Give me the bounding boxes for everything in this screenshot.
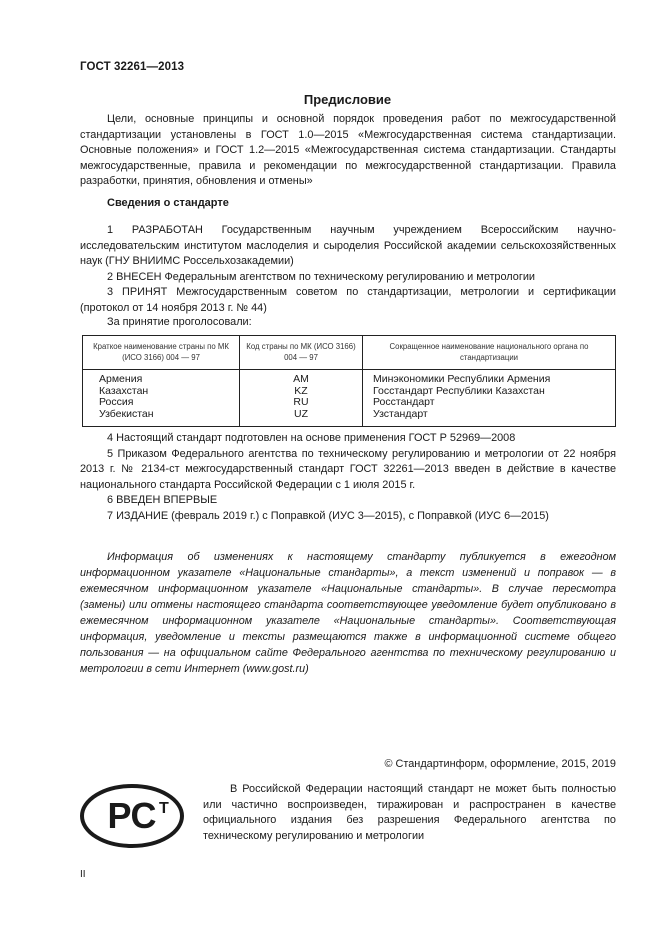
cell-body: Узстандарт <box>363 409 616 427</box>
svg-text:Т: Т <box>159 800 169 817</box>
logo-lettering: РС <box>107 795 157 836</box>
note-item-6: 6 ВВЕДЕН ВПЕРВЫЕ <box>107 494 218 507</box>
cell-code: UZ <box>240 409 363 427</box>
changes-info <box>80 549 616 677</box>
cell-country: Армения <box>83 370 240 386</box>
header-standards-body: Сокращенное наименование национального органа по стандартизации <box>363 336 616 370</box>
document-code: ГОСТ 32261—2013 <box>80 61 185 73</box>
cell-country: Россия <box>83 397 240 409</box>
intro-paragraph <box>80 112 616 190</box>
page-number: II <box>80 869 86 880</box>
cell-body: Росстандарт <box>363 397 616 409</box>
table-row <box>83 386 616 398</box>
cell-body: Минэкономики Республики Армения <box>363 370 616 386</box>
table-row <box>83 370 616 386</box>
note-item-7: 7 ИЗДАНИЕ (февраль 2019 г.) с Поправкой (ИУС 3—2015), с Поправкой (ИУС 6—2015) <box>107 509 549 522</box>
header-country-code: Код страны по МК (ИСО 3166) 004 — 97 <box>240 336 363 370</box>
info-title: Сведения о стандарте <box>107 197 229 209</box>
note-item-5: 5 Приказом Федерального агентства по техническому регулированию и метрологии от 22 ноября 2013 г. № 2134-ст межгосударственный стандарт ГОСТ 32261—2013 введен в действие в качестве национального стандарта Российской Федерации с 1 июля 2015 г. <box>80 447 616 491</box>
cell-code: KZ <box>240 386 363 398</box>
info-item-3: 3 ПРИНЯТ Межгосударственным советом по стандартизации, метрологии и сертификации (протокол от 14 ноября 2013 г. № 44) <box>80 286 616 314</box>
intro-text: Цели, основные принципы и основной порядок проведения работ по межгосударственной стандартизации установлены в ГОСТ 1.0—2015 «Межгосударственная система стандартизации. Основные положения» и ГОСТ 1.2—2015 «Межгосударственная система стандартизации. Стандарты межгосударственные, правила и рекомендации по межгосударственной стандартизации. Правила разработки, принятия, обновления и отмены» <box>80 113 616 188</box>
rst-gost-logo-icon <box>79 783 185 849</box>
table-row <box>83 409 616 427</box>
copyright-line: © Стандартинформ, оформление, 2015, 2019 <box>384 758 616 770</box>
info-item-2: 2 ВНЕСЕН Федеральным агентством по техническому регулированию и метрологии <box>107 270 535 283</box>
cell-country: Узбекистан <box>83 409 240 427</box>
logo-graphic <box>79 783 185 849</box>
rights-text: В Российской Федерации настоящий стандарт не может быть полностью или частично воспроизведен, тиражирован и распространен в качестве официального издания без разрешения Федерального агентства по техническому регулированию и метрологии <box>203 783 616 842</box>
header-country-name: Краткое наименование страны по МК (ИСО 3166) 004 — 97 <box>83 336 240 370</box>
notes-list <box>80 431 616 525</box>
cell-code: AM <box>240 370 363 386</box>
cell-body: Госстандарт Республики Казахстан <box>363 386 616 398</box>
cell-country: Казахстан <box>83 386 240 398</box>
info-list <box>80 223 616 317</box>
table-header-row <box>83 336 616 370</box>
voting-table <box>82 335 616 427</box>
info-item-1: 1 РАЗРАБОТАН Государственным научным учреждением Всероссийским научно-исследовательским институтом маслоделия и сыроделия Российской академии сельскохозяйственных наук (ГНУ ВНИИМС Россельхозакадемии) <box>80 224 616 268</box>
table-row <box>83 397 616 409</box>
cell-code: RU <box>240 397 363 409</box>
changes-info-text: Информация об изменениях к настоящему стандарту публикуется в ежегодном информационном указателе «Национальные стандарты», а текст изменений и поправок — в ежемесячном информационном указателе «Национальные стандарты». В случае пересмотра (замены) или отмены настоящего стандарта соответствующее уведомление будет опубликовано в ежемесячном информационном указателе «Национальные стандарты». Соответствующая информация, уведомление и тексты размещаются также в информационной системе общего пользования — на официальном сайте Федерального агентства по техническому регулированию и метрологии в сети Интернет (www.gost.ru) <box>80 551 616 675</box>
rights-notice <box>203 782 616 844</box>
page-title: Предисловие <box>303 92 392 107</box>
note-item-4: 4 Настоящий стандарт подготовлен на основе применения ГОСТ Р 52969—2008 <box>107 432 516 444</box>
voted-label: За принятие проголосовали: <box>107 316 252 328</box>
